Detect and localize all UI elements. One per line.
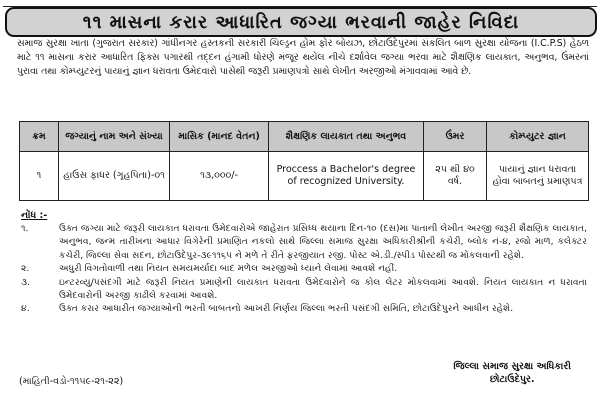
note-number: ૩.	[21, 276, 31, 288]
cell-post: હાઉસ ફાધર (ગૃહપિતા)-૦૧	[59, 152, 170, 201]
cell-qualification: Proccess a Bachelor's degree of recognized University.	[269, 152, 424, 201]
note-number: ૧.	[21, 223, 29, 234]
table-header-row	[20, 122, 589, 152]
note-text: અધુરી વિગતોવાળી તથા નિયત સમયમર્યાદા બાદ મળેલ અરજીઓ ધ્યાને લેવામાં આવશે નહીં.	[59, 263, 398, 275]
cell-age: ૨૫ થી ૪૦ વર્ષ.	[424, 152, 487, 201]
top-border-strip	[3, 0, 597, 7]
cell-salary: ૧૩,૦૦૦/-	[170, 152, 269, 201]
signature-title: જિલ્લા સમાજ સુરક્ષા અધિકારી	[453, 361, 571, 372]
header-post: જગ્યાનું નામ અને સંખ્યા	[59, 122, 170, 152]
notice-title	[5, 7, 597, 37]
cell-serial: ૧	[20, 152, 59, 201]
signature-place: છોટાઉદેપુર.	[489, 374, 535, 385]
notice-title-text: ૧૧ માસના કરાર આધારિત જગ્યા ભરવાની જાહેર નિવિદા	[82, 11, 520, 33]
cell-computer: પાયાનું જ્ઞાન ધરાવતા હોવા બાબતનું પ્રમાણપત્ર	[487, 152, 589, 201]
note-number: ૪.	[21, 303, 30, 315]
header-qualification: શૈક્ષણિક લાયકાત તથા અનુભવ	[269, 122, 424, 152]
table-row	[20, 152, 589, 201]
note-text: ઉક્ત જગ્યા માટે જરૂરી લાયકાત ધરાવતા ઉમેદવારોએ જાહેરાત પ્રસિધ્ધ થયાના દિન-૧૦ (દસ)મા પાતાની લેખીત અરજી જરૂરી શૈક્ષણિક લાયકાત, અનુભવ, જન્મ તારીખના આધાર વિગેરેની પ્રમાણિત નકલો સાથે જિલ્લા સમાજ સુરક્ષા અધિકારીશ્રીની કચેરી, બ્લોક નં-૪, રજો માળ, કલેક્ટર કચેરી, જિલ્લા સેવા સદન, છોટાઉદેપુર-૩૯૧૧૬૫ ને મળે તે રીતે ફરજીયાત રજી. પોસ્ટ એ.ડી./સ્પીડ પોસ્ટથી જ મોકલવાની રહેશે.	[59, 223, 587, 261]
note-text: ઉક્ત કરાર આધારીત જગ્યાઓની ભરતી બાબતનો આખરી નિર્ણય જિલ્લા ભરતી પસંદગી સમિતિ, છોટાઉદેપુરને આધીન રહેશે.	[59, 303, 514, 315]
header-computer: કોમ્પ્યુટર જ્ઞાન	[487, 122, 589, 152]
note-number: ૨.	[21, 263, 30, 275]
header-serial: ક્રમ	[20, 122, 59, 152]
note-item	[21, 262, 587, 275]
notice-page	[3, 0, 597, 406]
note-text: ઇન્ટરવ્યુ/પસંદગી માટે જરૂરી નિયત પ્રમાણેની લાયકાત ધરાવતા ઉમેદવારોને જ કોલ લેટર મોકલવામાં આવશે. નિયત લાયકાત ન ધરાવતા ઉમેદવારોની અરજી કાઢીલે કરવામાં આવશે.	[59, 276, 587, 302]
notes-heading: નોંધ :-	[21, 210, 48, 221]
header-salary: માસિક (માનદ વેતન)	[170, 122, 269, 152]
reference-number: (માહિતી-વડો-૧૧૫૯-૨૧-૨૨)	[19, 376, 124, 387]
note-item	[21, 302, 587, 315]
signature-block	[453, 360, 571, 386]
note-item	[21, 276, 587, 303]
header-age: ઉંમર	[424, 122, 487, 152]
note-item	[21, 222, 587, 262]
vacancy-table	[19, 121, 589, 201]
notes-list	[21, 222, 587, 316]
intro-paragraph: સમાજ સુરક્ષા ખાતા (ગુજરાત સરકાર) ગાંધીનગર હસ્તકની સરકારી ચિલ્ડ્રન હોમ ફોર બોયઝ, છોટાઉદેપુરમાં સંકલિત બાળ સુરક્ષા યોજના (I.C.P.S) હેઠળ માટે ૧૧ માસના કરાર આધારિત ફિક્સ પગારથી તદ્દન હંગામી ધોરણે મંજૂર થયેલ નીચે દર્શાવેલ જગ્યા ભરવા માટે શૈક્ષણિક લાયકાત, અનુભવ, ઉંમરનાં પુરાવા તથા કોમ્પ્યુટરનું પાયાનું જ્ઞાન ધરાવતા ઉમેદવારો પાસેથી જરૂરી પ્રમાણપત્રો સાથે લેખીત અરજીઓ મંગાવવામાં આવે છે.	[17, 38, 589, 78]
